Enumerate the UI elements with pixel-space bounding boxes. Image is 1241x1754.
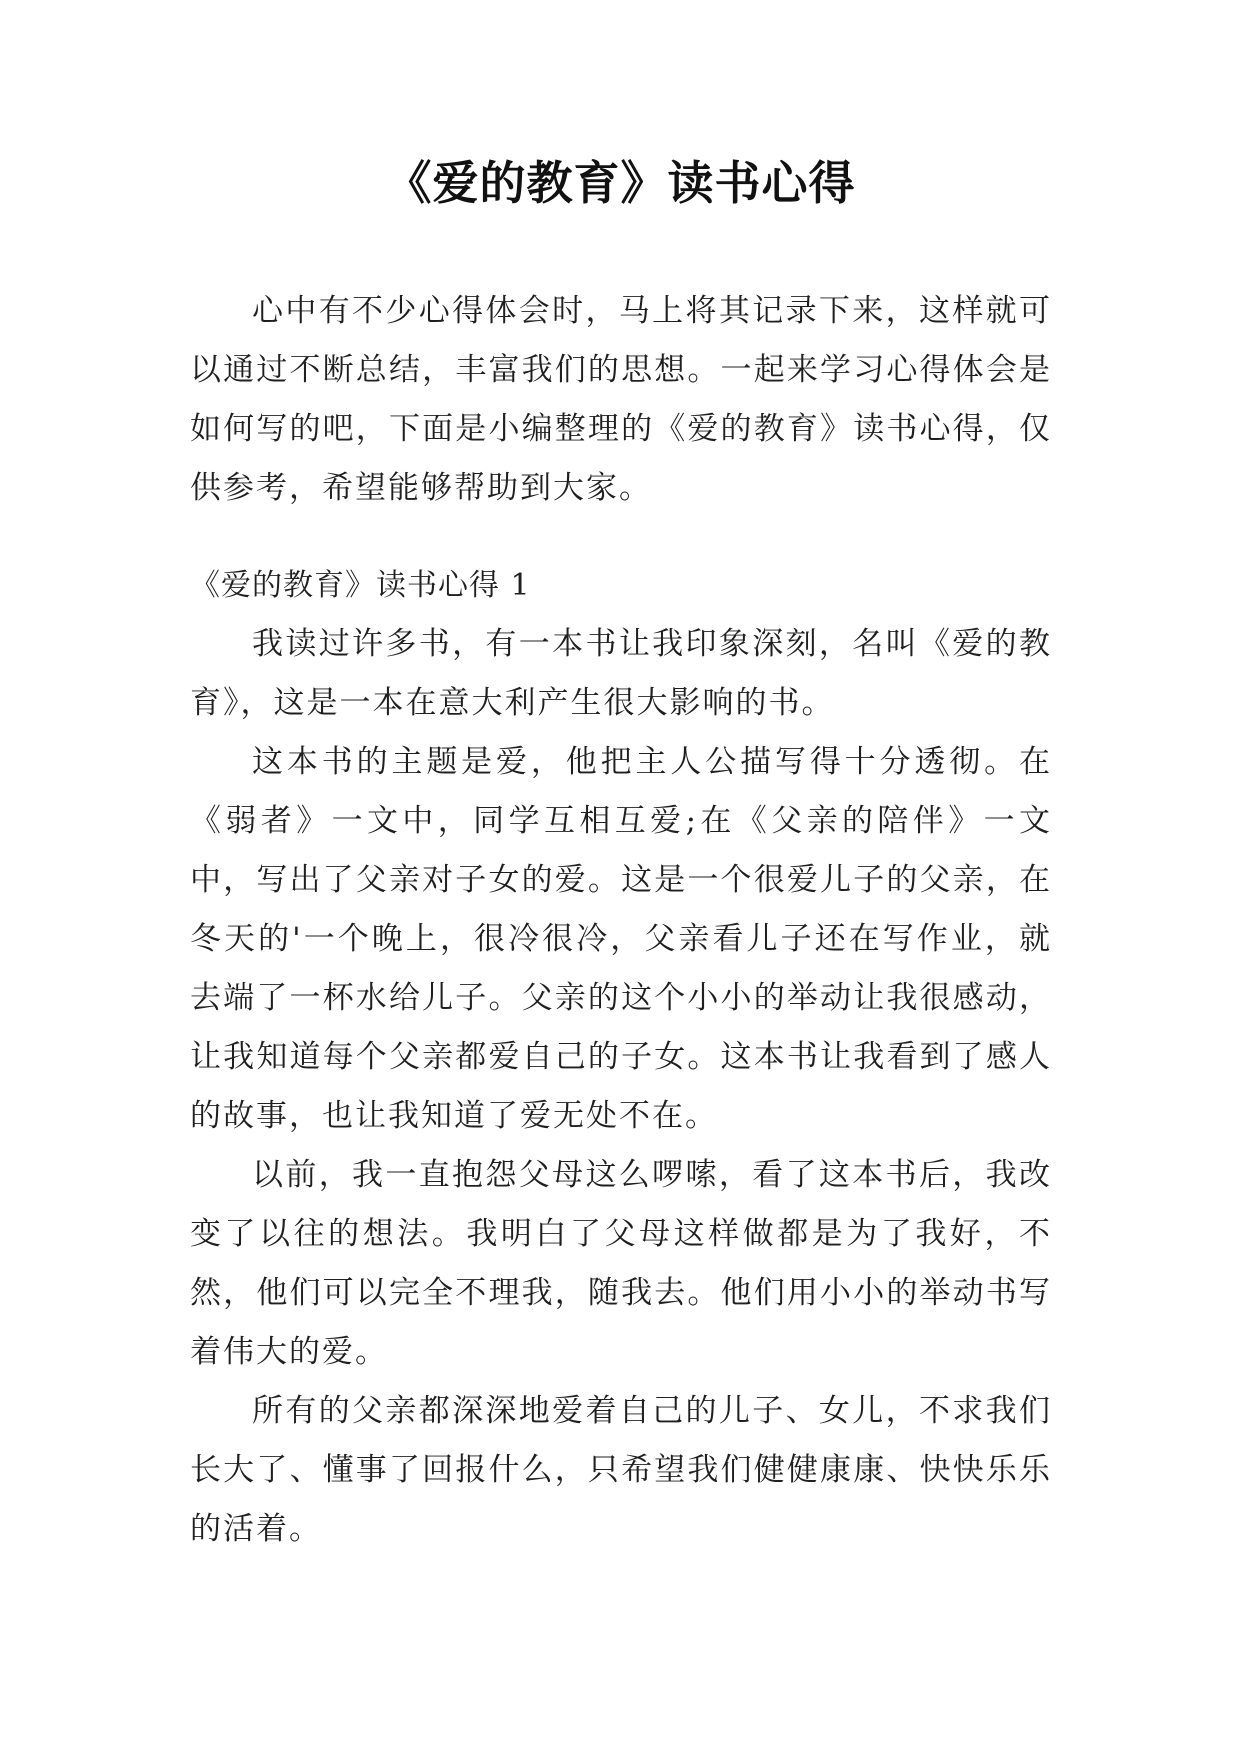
document-title: 《爱的教育》读书心得: [385, 156, 856, 210]
body-paragraph-1: 我读过许多书，有一本书让我印象深刻，名叫《爱的教育》，这是一本在意大利产生很大影响的书。: [190, 626, 1052, 721]
body-paragraph-2: 这本书的主题是爱，他把主人公描写得十分透彻。在《弱者》一文中，同学互相互爱;在《父亲的陪伴》一文中，写出了父亲对子女的爱。这是一个很爱儿子的父亲，在冬天的'一个晚上，很冷很冷，父亲看儿子还在写作业，就去端了一杯水给儿子。父亲的这个小小的举动让我很感动，让我知道每个父亲都爱自己的子女。这本书让我看到了感人的故事，也让我知道了爱无处不在。: [190, 744, 1052, 1134]
body-paragraph-3: 以前，我一直抱怨父母这么啰嗦，看了这本书后，我改变了以往的想法。我明白了父母这样做都是为了我好，不然，他们可以完全不理我，随我去。他们用小小的举动书写着伟大的爱。: [190, 1157, 1052, 1370]
intro-paragraph: 心中有不少心得体会时，马上将其记录下来，这样就可以通过不断总结，丰富我们的思想。一起来学习心得体会是如何写的吧，下面是小编整理的《爱的教育》读书心得，仅供参考，希望能够帮助到大家。: [190, 293, 1052, 506]
section-heading: 《爱的教育》读书心得 1: [190, 568, 531, 603]
document-body: [190, 282, 1052, 1559]
body-paragraph-4: 所有的父亲都深深地爱着自己的儿子、女儿，不求我们长大了、懂事了回报什么，只希望我们健健康康、快快乐乐的活着。: [190, 1393, 1052, 1547]
